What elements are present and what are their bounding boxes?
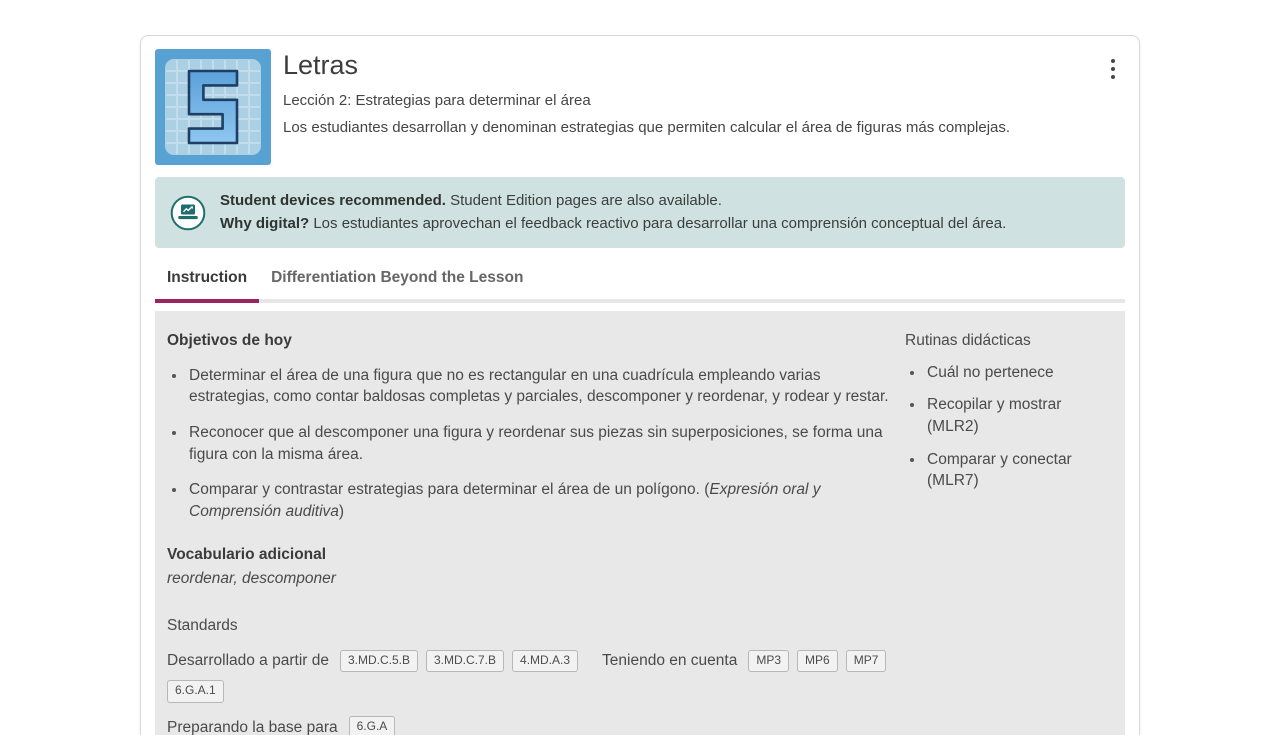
device-recommendation-banner [155,177,1125,248]
vocabulary-terms: reordenar, descomponer [167,569,336,587]
page-title: Letras [283,50,359,80]
standard-badge[interactable]: MP7 [846,650,887,673]
standards-row-2 [167,716,889,735]
objectives-column [167,330,905,735]
banner-line-2: Why digital? Los estudiantes aprovechan el feedback reactivo para desarrollar una comprensión conceptual del área. [220,214,1007,232]
objective-item: • Determinar el área de una figura que no es rectangular en una cuadrícula empleando varias estrategias, como contar baldosas completas y parciales, descomponer y reordenar, y rodear y restar. [187,365,889,408]
laptop-chart-icon [170,195,206,231]
standard-badge[interactable]: 6.G.A.1 [167,680,224,703]
banner-text [220,190,1006,235]
standards-row1-label2: Teniendo en cuenta [602,652,738,670]
standard-badge[interactable]: 4.MD.A.3 [512,650,578,673]
lesson-subtitle: Lección 2: Estrategias para determinar el área [283,91,591,109]
standard-badge[interactable]: 3.MD.C.7.B [426,650,504,673]
tab-instruction[interactable]: Instruction [155,269,259,303]
kebab-menu-icon [1111,59,1115,63]
routine-item: • Comparar y conectar (MLR7) [925,449,1113,492]
standard-badge[interactable]: MP3 [748,650,789,673]
lesson-details-panel [155,311,1125,735]
overflow-menu-button[interactable] [1103,53,1123,85]
tab-differentiation-beyond-the-lesson[interactable]: Differentiation Beyond the Lesson [271,269,524,286]
standards-row2-label: Preparando la base para [167,718,338,735]
tab-bar [155,269,1125,303]
vocabulary-heading: Vocabulario adicional [167,545,327,563]
routines-column [905,330,1113,735]
objective-item: • Reconocer que al descomponer una figura y reordenar sus piezas sin superposiciones, se forma una figura con la misma área. [187,422,889,465]
lesson-header [141,36,1139,177]
routines-heading: Rutinas didácticas [905,332,1031,349]
standard-badge[interactable]: 3.MD.C.5.B [340,650,418,673]
standards-row1-label: Desarrollado a partir de [167,652,329,670]
grid-number-5-icon [155,49,271,165]
routines-list [905,362,1113,492]
standards-heading: Standards [167,617,238,635]
standards-row-1 [167,650,889,703]
lesson-description: Los estudiantes desarrollan y denominan estrategias que permiten calcular el área de figuras más complejas. [283,118,1011,136]
lesson-card [140,35,1140,735]
objectives-heading: Objetivos de hoy [167,332,292,349]
standard-badge[interactable]: MP6 [797,650,838,673]
objectives-list [167,365,889,523]
banner-line-1: Student devices recommended. Student Edition pages are also available. [220,192,722,209]
objective-item: • Comparar y contrastar estrategias para determinar el área de un polígono. (Expresión oral y Comprensión auditiva) [187,479,889,522]
routine-item: • Recopilar y mostrar (MLR2) [925,394,1113,437]
standard-badge[interactable]: 6.G.A [349,716,396,735]
lesson-header-text [283,49,1091,136]
routine-item: • Cuál no pertenece [925,362,1113,384]
